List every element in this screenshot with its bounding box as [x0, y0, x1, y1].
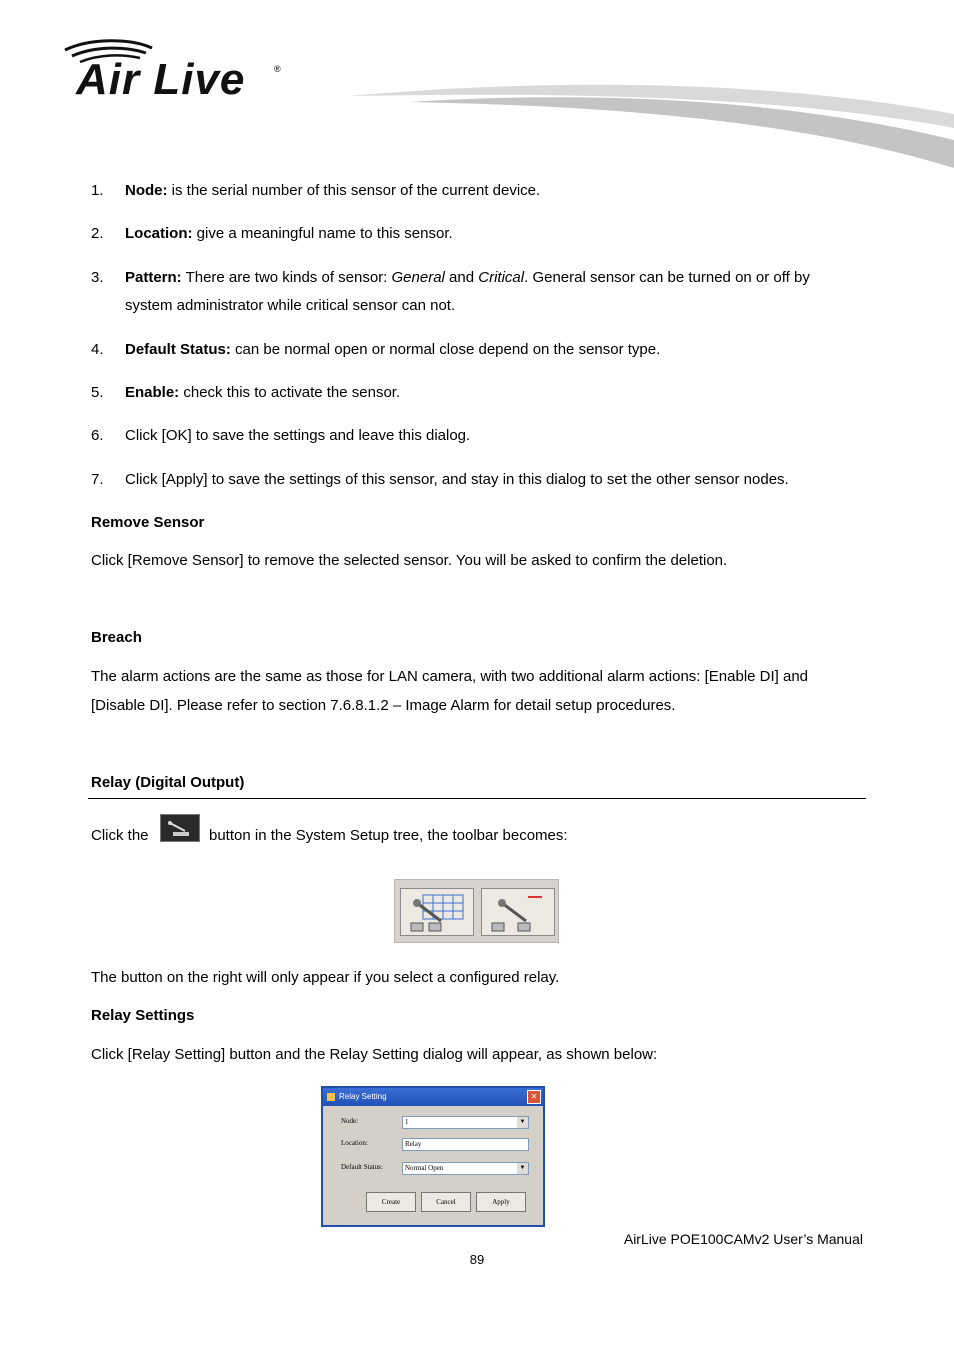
- list-number: 7.: [91, 471, 104, 488]
- node-select[interactable]: 1 ▼: [402, 1116, 529, 1129]
- breach-text-line1: The alarm actions are the same as those for LAN camera, with two additional alarm actions: [Enable DI] and: [91, 668, 809, 685]
- list-item-location: Location: give a meaningful name to this sensor.: [125, 225, 453, 242]
- chevron-down-icon: ▼: [517, 1163, 528, 1174]
- relay-right-note: The button on the right will only appear if you select a configured relay.: [91, 969, 560, 986]
- footer-manual-title: AirLive POE100CAMv2 User’s Manual: [623, 1231, 863, 1247]
- list-number: 5.: [91, 384, 104, 401]
- cancel-button[interactable]: Cancel: [421, 1192, 471, 1212]
- heading-relay-settings: Relay Settings: [91, 1007, 195, 1024]
- list-number: 4.: [91, 341, 104, 358]
- registered-mark: ®: [274, 64, 281, 74]
- relay-remove-icon: [482, 889, 554, 935]
- relay-click-text: Click the: [91, 827, 149, 844]
- chevron-down-icon: ▼: [517, 1117, 528, 1128]
- relay-setting-button[interactable]: [400, 888, 474, 936]
- airlive-logo: Air Live: [76, 55, 246, 104]
- dialog-titlebar: [323, 1088, 543, 1106]
- list-number: 3.: [91, 269, 104, 286]
- relay-setting-dialog: [321, 1086, 545, 1227]
- relay-grid-icon: [401, 889, 473, 935]
- default-status-label: Default Status:: [341, 1163, 383, 1171]
- relay-settings-text: Click [Relay Setting] button and the Relay Setting dialog will appear, as shown below:: [91, 1046, 658, 1063]
- section-divider: [88, 798, 866, 799]
- heading-relay: Relay (Digital Output): [91, 774, 245, 791]
- breach-text-line2: [Disable DI]. Please refer to section 7.6.8.1.2 – Image Alarm for detail setup procedures.: [91, 697, 676, 714]
- remove-sensor-text: Click [Remove Sensor] to remove the selected sensor. You will be asked to confirm the deletion.: [91, 552, 728, 569]
- close-icon[interactable]: ✕: [527, 1090, 541, 1104]
- list-item-pattern-line2: system administrator while critical sensor can not.: [125, 297, 456, 314]
- page-number: 89: [469, 1252, 485, 1267]
- heading-remove-sensor: Remove Sensor: [91, 514, 205, 531]
- list-number: 1.: [91, 182, 104, 199]
- default-status-select[interactable]: Normal Open ▼: [402, 1162, 529, 1175]
- list-item-apply: Click [Apply] to save the settings of this sensor, and stay in this dialog to set the other sensor nodes.: [125, 471, 789, 488]
- create-button[interactable]: Create: [366, 1192, 416, 1212]
- relay-icon: [160, 814, 200, 842]
- header-swoosh-decoration: [350, 70, 954, 170]
- list-number: 2.: [91, 225, 104, 242]
- relay-click-text-cont: button in the System Setup tree, the toolbar becomes:: [209, 827, 568, 844]
- heading-breach: Breach: [91, 629, 142, 646]
- location-input[interactable]: Relay: [402, 1138, 529, 1151]
- remove-relay-button[interactable]: [481, 888, 555, 936]
- apply-button[interactable]: Apply: [476, 1192, 526, 1212]
- list-item-default-status: Default Status: can be normal open or normal close depend on the sensor type.: [125, 341, 661, 358]
- list-item-enable: Enable: check this to activate the sensor.: [125, 384, 401, 401]
- dialog-title: Relay Setting: [339, 1092, 387, 1101]
- list-item-pattern: Pattern: There are two kinds of sensor: General and Critical. General sensor can be turned on or off by: [125, 269, 810, 286]
- location-label: Location:: [341, 1139, 368, 1147]
- dialog-app-icon: [327, 1093, 335, 1101]
- list-item-ok: Click [OK] to save the settings and leave this dialog.: [125, 427, 471, 444]
- relay-toolbar: [394, 879, 559, 943]
- list-item-node: Node: is the serial number of this sensor of the current device.: [125, 182, 541, 199]
- node-label: Node:: [341, 1117, 359, 1125]
- list-number: 6.: [91, 427, 104, 444]
